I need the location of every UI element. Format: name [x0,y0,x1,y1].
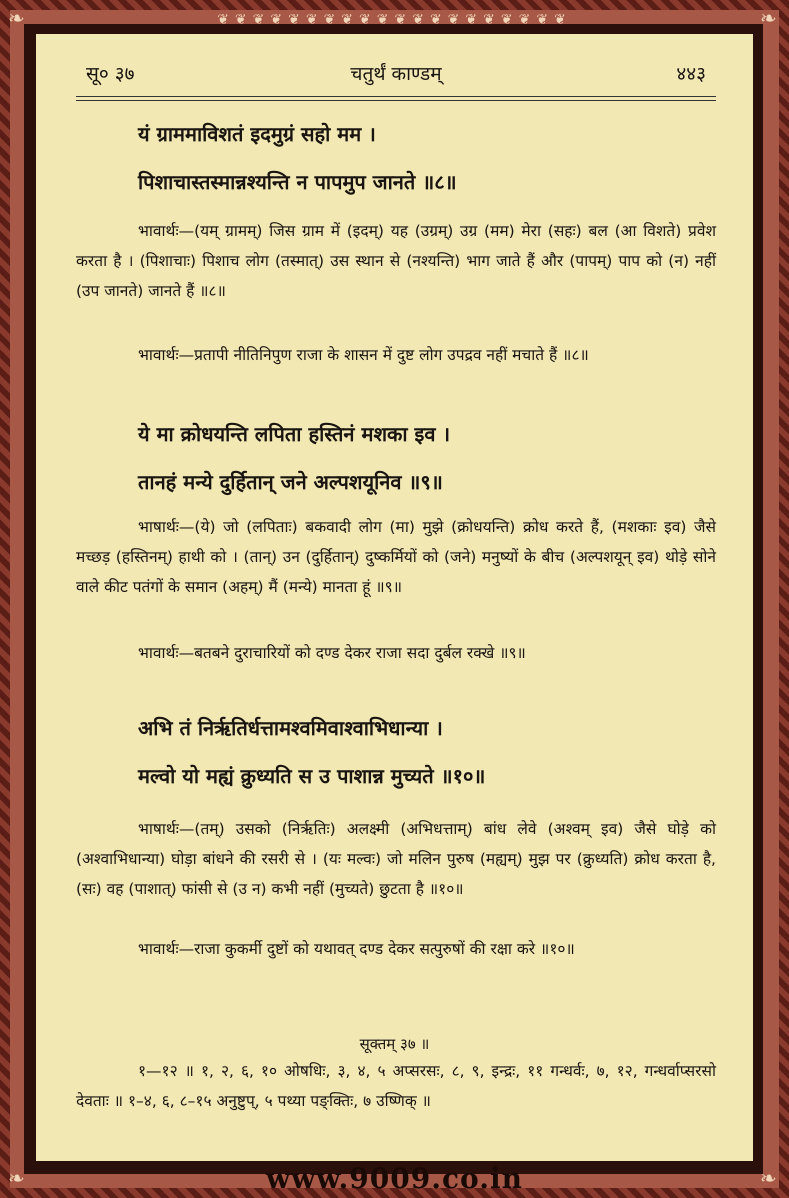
kanda-title: चतुर्थं काण्डम् [350,63,442,85]
sukta-info: १—१२ ॥ १, २, ६, १० ओषधिः, ३, ४, ५ अप्सरसः, ८, ९, इन्द्रः, ११ गन्धर्वः, ७, १२, गन्धर्वाप्सरसो देवताः ॥ १–४, ६, ८–१५ अनुष्टुप्, ५ पथ्या पङ्क्तिः, ७ उष्णिक् ॥ [76,1062,716,1110]
verse-line: यं ग्राममाविशतं इदमुग्रं सहो मम । [138,122,376,146]
corner-ornament-icon: ❧ [760,1166,777,1190]
paragraph: भावार्थः—(यम् ग्रामम्) जिस ग्राम में (इदम्) यह (उग्रम्) उग्र (मम) मेरा (सहः) बल (आ विशते) प्रवेश करता है । (पिशाचाः) पिशाच लोग (तस्मात्) उस स्थान से (नश्यन्ति) भाग जाते हैं और (पापम्) पाप को (न) नहीं (उप जानते) जानते हैं ॥८॥ [76,222,716,300]
verse-line: अभि तं निर्ऋतिर्धत्तामश्वमिवाश्वाभिधान्या । [138,716,443,740]
corner-ornament-icon: ❧ [8,6,25,30]
corner-ornament-icon: ❧ [760,6,777,30]
header-rule [76,96,716,101]
verse-line: ये मा क्रोधयन्ति लपिता हस्तिनं मशका इव । [138,422,451,446]
paragraph: भावार्थः—बतबने दुराचारियों को दण्ड देकर राजा सदा दुर्बल रक्खे ॥९॥ [138,644,526,662]
paragraph: भावार्थः—राजा कुकर्मी दुष्टों को यथावत् दण्ड देकर सत्पुरुषों की रक्षा करे ॥१०॥ [138,940,575,958]
page-header [86,60,706,96]
paragraph: भाषार्थः—(तम्) उसको (निर्ऋतिः) अलक्ष्मी (अभिधत्ताम्) बांध लेवे (अश्वम् इव) जैसे घोड़े को (अश्वाभिधान्या) घोड़ा बांधने की रसरी से । (यः मल्वः) जो मलिन पुरुष (मह्यम्) मुझ पर (क्रुध्यति) क्रोध करता है, (सः) वह (पाशात्) फांसी से (उ न) कभी नहीं (मुच्यते) छुटता है ॥१०॥ [76,820,716,898]
website-url: www.9009.co.in [266,1162,523,1195]
verse-line: तानहं मन्ये दुर्हितान् जने अल्पशयूनिव ॥९॥ [138,470,443,494]
verse-line: मल्वो यो मह्यं क्रुध्यति स उ पाशान्न मुच्यते ॥१०॥ [138,764,486,788]
corner-ornament-icon: ❧ [8,1166,25,1190]
sukta-title: सूक्तम् ३७ ॥ [359,1035,430,1053]
verse-line: पिशाचास्तस्मान्नश्यन्ति न पापमुप जानते ॥८॥ [138,170,457,194]
page-number: ४४३ [676,63,706,85]
sukta-number: सू० ३७ [86,63,135,85]
frame-ornament-top: ❦❦❦❦❦❦❦❦❦❦❦❦❦❦❦❦❦❦❦❦ [217,12,572,28]
book-page [36,34,753,1161]
paragraph: भावार्थः—प्रतापी नीतिनिपुण राजा के शासन में दुष्ट लोग उपद्रव नहीं मचाते हैं ॥८॥ [138,346,589,364]
paragraph: भाषार्थः—(ये) जो (लपिताः) बकवादी लोग (मा) मुझे (क्रोधयन्ति) क्रोध करते हैं, (मशकाः इव) जैसे मच्छड़ (हस्तिनम्) हाथी को । (तान्) उन (दुर्हितान्) दुष्कर्मियों को (जने) मनुष्यों के बीच (अल्पशयून् इव) थोड़े सोने वाले कीट पतंगों के समान (अहम्) मैं (मन्ये) मानता हूं ॥९॥ [76,518,716,596]
